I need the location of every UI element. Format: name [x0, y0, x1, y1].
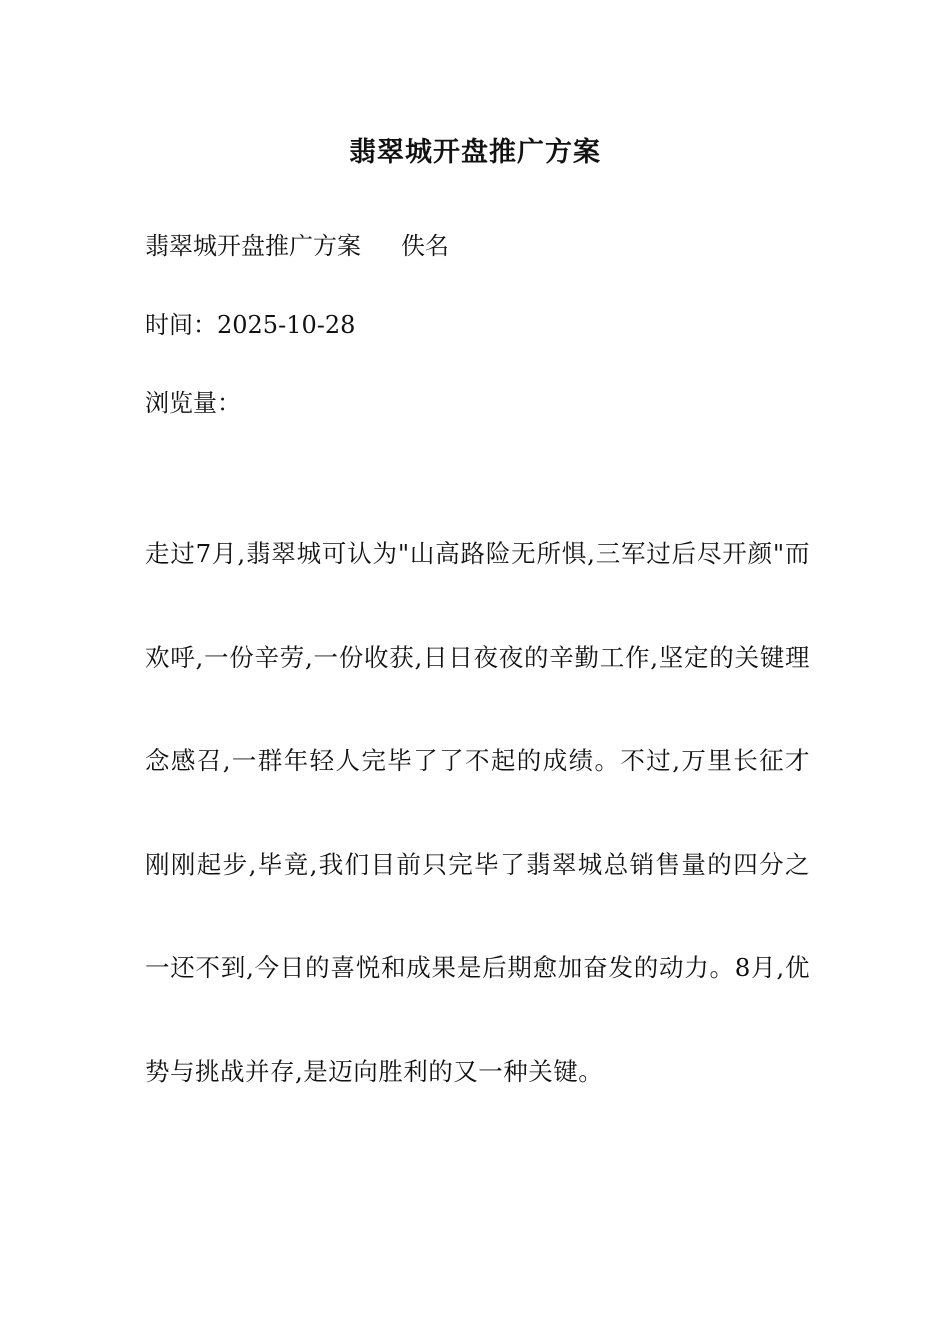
- subtitle: 翡翠城开盘推广方案: [145, 232, 361, 260]
- page-title: 翡翠城开盘推广方案: [349, 137, 601, 168]
- author: 佚名: [401, 232, 449, 260]
- body-paragraph: 走过7月,翡翠城可认为"山高路险无所惧,三军过后尽开颜"而欢呼,一份辛劳,一份收获,日日夜夜的辛勤工作,坚定的关键理念感召,一群年轻人完毕了了不起的成绩。不过,万里长征才刚刚起步,毕竟,我们目前只完毕了翡翠城总销售量的四分之一还不到,今日的喜悦和成果是后期愈加奋发的动力。8月,优势与挑战并存,是迈向胜利的又一种关键。: [145, 539, 810, 1086]
- subtitle-line: [145, 226, 449, 261]
- views-line: [145, 383, 241, 418]
- time-value: 2025-10-28: [217, 311, 356, 339]
- time-line: [145, 305, 355, 340]
- time-label: 时间：: [145, 311, 217, 339]
- views-label: 浏览量：: [145, 389, 241, 417]
